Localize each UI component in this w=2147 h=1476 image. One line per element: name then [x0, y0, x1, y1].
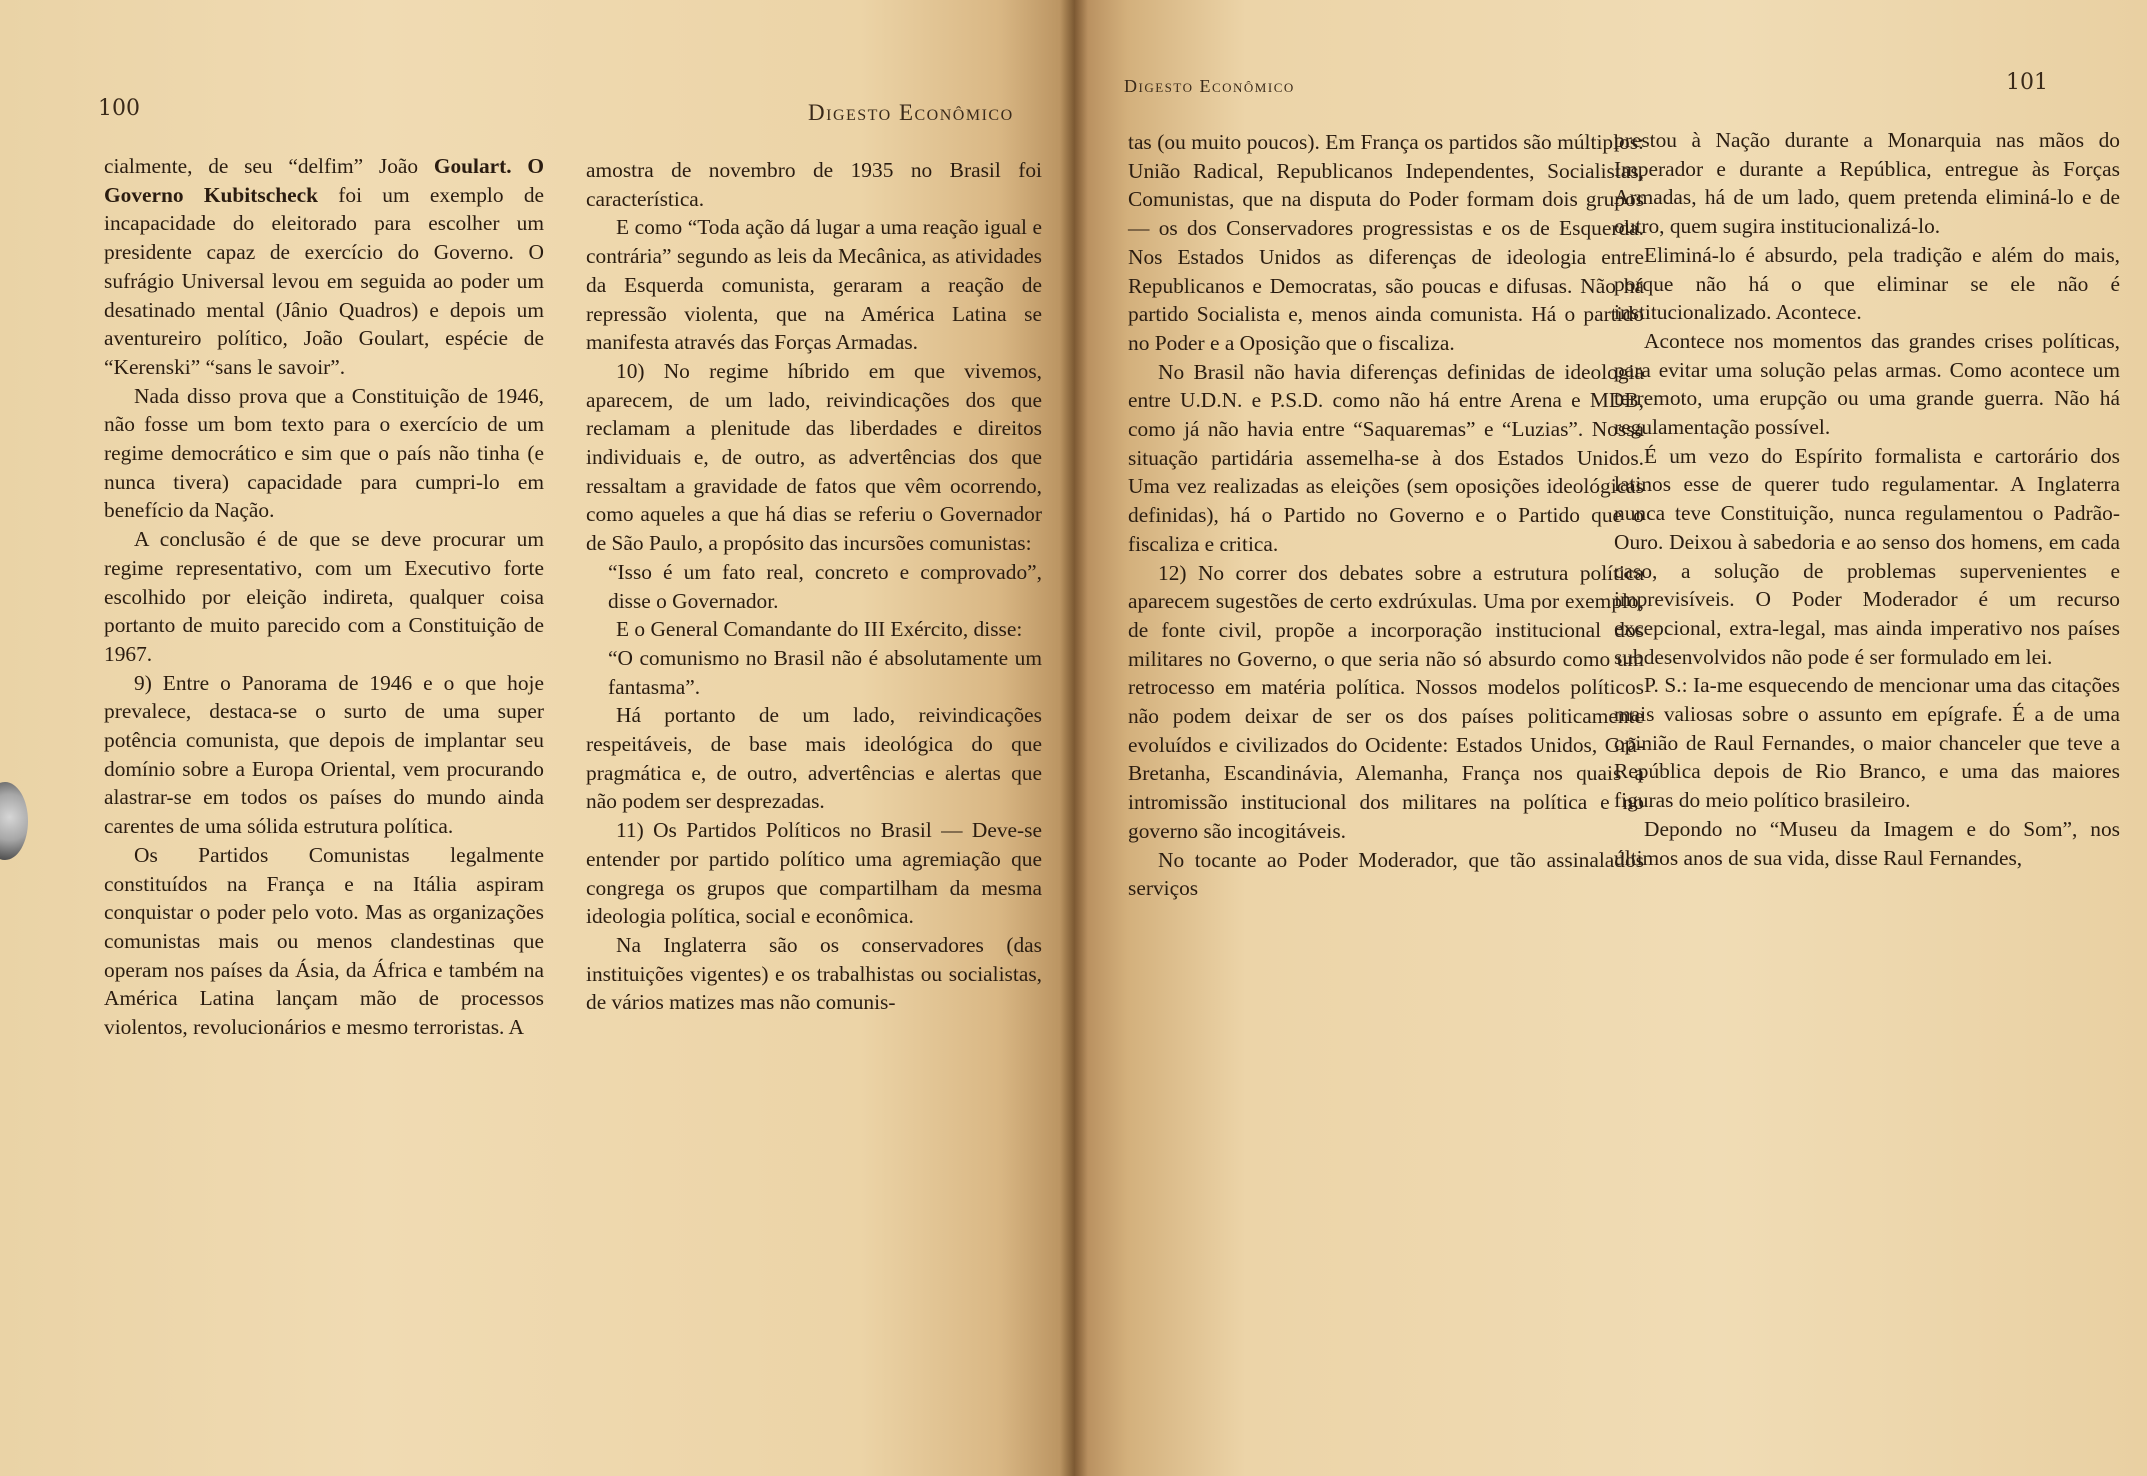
paragraph: Depondo no “Museu da Imagem e do Som”, nos últimos anos de sua vida, disse Raul Fernandes,: [1614, 816, 2120, 870]
paragraph: E o General Comandante do III Exército, disse:: [616, 617, 1023, 642]
paragraph: Há portanto de um lado, reivindicações respeitáveis, de base mais ideológica do que pragmática e, de outro, advertências e alertas que não podem ser desprezadas.: [586, 703, 1042, 814]
paragraph: Eliminá-lo é absurdo, pela tradição e além do mais, porque não há o que eliminar se ele não é institucionalizado. Acontece.: [1614, 242, 2120, 325]
left-running-head: Digesto Econômico: [808, 100, 1014, 125]
paragraph: 11) Os Partidos Políticos no Brasil — Deve-se entender por partido político uma agremiação que congrega os grupos que compartilham da mesma ideologia política, social e econômica.: [586, 818, 1042, 929]
paragraph: A conclusão é de que se deve procurar um regime representativo, com um Executivo forte escolhido por eleição indireta, qualquer coisa portanto de muito parecido com a Constituição de 1967.: [104, 527, 544, 666]
left-column-1: [104, 152, 544, 1042]
paragraph: tas (ou muito poucos). Em França os partidos são múltiplos: União Radical, Republicanos Independentes, Socialistas, Comunistas, que na disputa do Poder formam dois grupos — os dos Conservadores progressistas e os de Esquerda. Nos Estados Unidos as diferenças de ideologia entre Republicanos e Democratas, são poucas e difusas. Não há partido Socialista e, menos ainda comunista. Há o partido no Poder e a Oposição que o fiscaliza.: [1128, 130, 1644, 355]
paragraph: Os Partidos Comunistas legalmente constituídos na França e na Itália aspiram conquistar o poder pelo voto. Mas as organizações comunistas mais ou menos clandestinas que operam nos países da Ásia, da África e também na América Latina lançam mão de processos violentos, revolucionários e mesmo terroristas. A: [104, 842, 544, 1040]
paragraph: No Brasil não havia diferenças definidas de ideologia entre U.D.N. e P.S.D. como não há entre Arena e MDB, como já não havia entre “Saquaremas” e “Luzias”. Nossa situação partidária assemelha-se à dos Estados Unidos. Uma vez realizadas as eleições (sem oposições ideológicas definidas), há o Partido no Governo e o Partido que o fiscaliza e critica.: [1128, 359, 1644, 556]
quotation: “Isso é um fato real, concreto e comprovado”, disse o Governador.: [608, 559, 1042, 613]
right-page-number: 101: [2006, 70, 2048, 95]
right-running-head: Digesto Econômico: [1124, 76, 1295, 96]
paragraph: P. S.: Ia-me esquecendo de mencionar uma das citações mais valiosas sobre o assunto em epígrafe. É a de uma opinião de Raul Fernandes, o maior chanceler que teve a República depois de Rio Branco, e uma das maiores figuras do meio político brasileiro.: [1614, 673, 2120, 813]
paragraph: Acontece nos momentos das grandes crises políticas, para evitar uma solução pelas armas. Como acontece um terremoto, uma erupção ou uma grande guerra. Não há regulamentação possível.: [1614, 328, 2120, 440]
binding-punch-hole: [0, 782, 28, 860]
right-page: [1074, 0, 2147, 1476]
book-gutter: [1060, 0, 1088, 1476]
paragraph: prestou à Nação durante a Monarquia nas mãos do Imperador e durante a República, entregue às Forças Armadas, há de um lado, quem pretenda eliminá-lo e de outro, quem sugira institucionalizá-lo.: [1614, 128, 2120, 239]
paragraph: Na Inglaterra são os conservadores (das instituições vigentes) e os trabalhistas ou socialistas, de vários matizes mas não comunis-: [586, 932, 1042, 1015]
left-column-2: [586, 156, 1042, 1017]
paragraph: No tocante ao Poder Moderador, que tão assinalados serviços: [1128, 847, 1644, 901]
paragraph: É um vezo do Espírito formalista e cartorário dos latinos esse de querer tudo regulamentar. A Inglaterra nunca teve Constituição, nunca regulamentou o Padrão-Ouro. Deixou à sabedoria e ao senso dos homens, em cada caso, a solução de problemas supervenientes e imprevisíveis. O Poder Moderador é um recurso excepcional, extra-legal, mas ainda imperativo nos países subdesenvolvidos não pode é ser formulado em lei.: [1614, 443, 2120, 669]
paragraph: E como “Toda ação dá lugar a uma reação igual e contrária” segundo as leis da Mecânica, as atividades da Esquerda comunista, geraram a reação de repressão violenta, que na América Latina se manifesta através das Forças Armadas.: [586, 215, 1042, 355]
paragraph: Nada disso prova que a Constituição de 1946, não fosse um bom texto para o exercício de um regime democrático e sim que o país não tinha (e nunca tivera) capacidade para cumpri-lo em benefício da Nação.: [104, 383, 544, 523]
right-column-2: [1614, 126, 2120, 872]
paragraph: cialmente, de seu “delfim” João Goulart. O Governo Kubitscheck foi um exemplo de incapacidade do eleitorado para escolher um presidente capaz de exercício do Governo. O sufrágio Universal levou em seguida ao poder um desatinado mental (Jânio Quadros) e depois um aventureiro político, João Goulart, espécie de “Kerenski” “sans le savoir”.: [104, 154, 545, 379]
paragraph: amostra de novembro de 1935 no Brasil foi característica.: [586, 158, 1042, 211]
paragraph: 9) Entre o Panorama de 1946 e o que hoje prevalece, destaca-se o surto de uma super potência comunista, que depois de implantar seu domínio sobre a Europa Oriental, vem procurando alastrar-se em todos os países do mundo ainda carentes de uma sólida estrutura política.: [104, 670, 544, 839]
right-column-1: [1128, 128, 1644, 903]
paragraph: 12) No correr dos debates sobre a estrutura política aparecem sugestões de certo exdrúxulas. Uma por exemplo, de fonte civil, propõe a incorporação institucional dos militares no Governo, o que seria não só absurdo como um retrocesso em matéria política. Nossos modelos políticos não podem deixar de ser os dos países politicamente evoluídos e civilizados do Ocidente: Estados Unidos, Grã-Bretanha, Escandinávia, Alemanha, França nos quais a intromissão institucional dos militares na política e no governo são incogitáveis.: [1128, 560, 1644, 843]
paragraph: 10) No regime híbrido em que vivemos, aparecem, de um lado, reivindicações dos que reclamam a plenitude das liberdades e direitos individuais e, de outro, as advertências dos que ressaltam a gravidade de fatos que vêm ocorrendo, como aqueles a que há dias se referiu o Governador de São Paulo, a propósito das incursões comunistas:: [586, 358, 1042, 556]
left-page-number: 100: [98, 96, 140, 121]
quotation: “O comunismo no Brasil não é absolutamente um fantasma”.: [608, 645, 1042, 699]
